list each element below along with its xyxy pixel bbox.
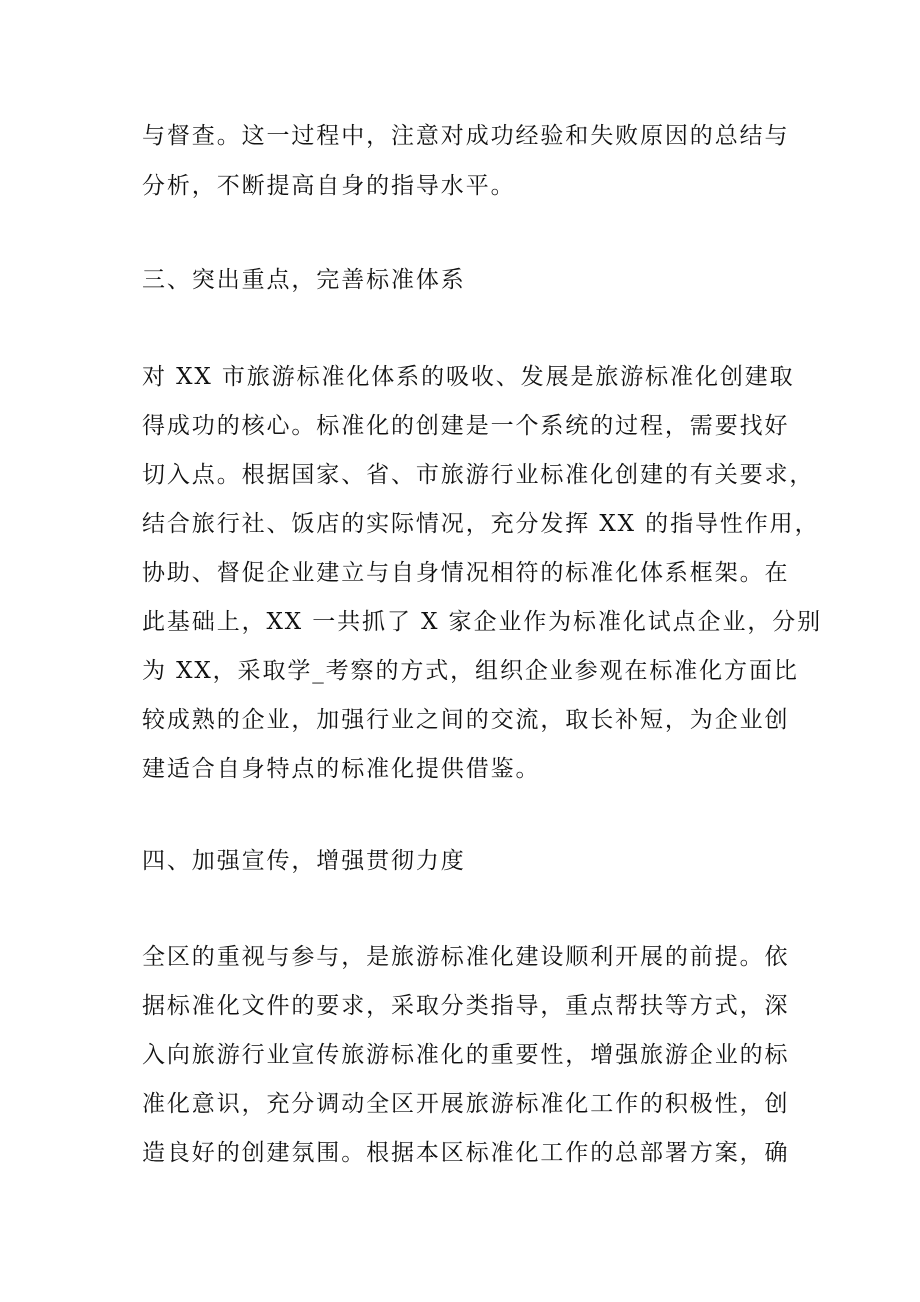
paragraph-line: 准化意识，充分调动全区开展旅游标准化工作的积极性，创: [142, 1091, 790, 1117]
paragraph-line: 建适合自身特点的标准化提供借鉴。: [142, 756, 541, 782]
section-heading: 四、加强宣传，增强贯彻力度: [142, 848, 466, 874]
paragraph-line: 据标准化文件的要求，采取分类指导，重点帮扶等方式，深: [142, 993, 790, 1019]
paragraph-line: 造良好的创建氛围。根据本区标准化工作的总部署方案，确: [142, 1140, 790, 1166]
paragraph-line: 协助、督促企业建立与自身情况相符的标准化体系框架。在: [142, 560, 790, 586]
paragraph-line: 为 XX，采取学_考察的方式，组织企业参观在标准化方面比: [142, 658, 799, 684]
paragraph-line: 较成熟的企业，加强行业之间的交流，取长补短，为企业创: [142, 707, 790, 733]
section-heading: 三、突出重点，完善标准体系: [142, 267, 466, 293]
paragraph-line: 结合旅行社、饭店的实际情况，充分发挥 XX 的指导性作用，: [142, 511, 820, 537]
paragraph-line: 全区的重视与参与，是旅游标准化建设顺利开展的前提。依: [142, 944, 790, 970]
paragraph-line: 与督查。这一过程中，注意对成功经验和失败原因的总结与: [142, 123, 790, 149]
paragraph-line: 得成功的核心。标准化的创建是一个系统的过程，需要找好: [142, 413, 790, 439]
paragraph-line: 切入点。根据国家、省、市旅游行业标准化创建的有关要求，: [142, 462, 815, 488]
paragraph-line: 此基础上，XX 一共抓了 X 家企业作为标准化试点企业，分别: [142, 609, 823, 635]
paragraph-line: 入向旅游行业宣传旅游标准化的重要性，增强旅游企业的标: [142, 1042, 790, 1068]
paragraph-line: 对 XX 市旅游标准化体系的吸收、发展是旅游标准化创建取: [142, 364, 795, 390]
paragraph-line: 分析，不断提高自身的指导水平。: [142, 173, 516, 199]
